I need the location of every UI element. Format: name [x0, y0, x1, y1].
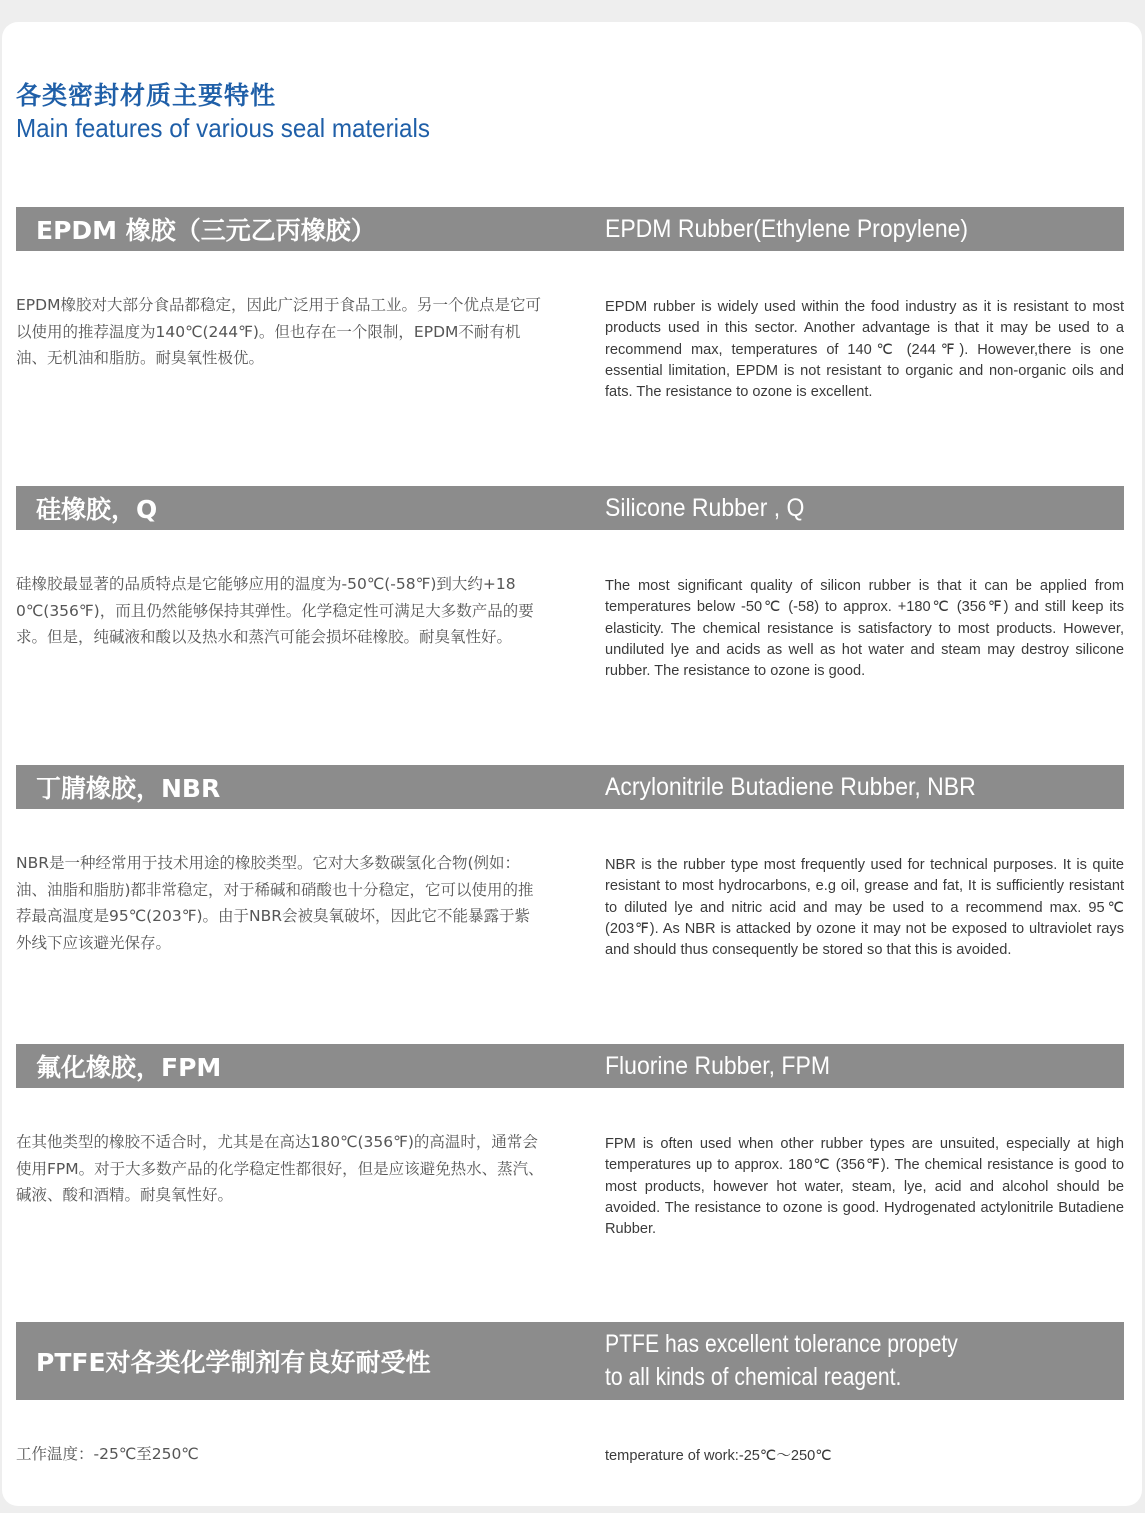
page-title-cn: 各类密封材质主要特性	[16, 81, 277, 110]
section-heading-cn: EPDM 橡胶（三元乙丙橡胶）	[36, 216, 376, 245]
section-heading-en	[605, 1322, 1022, 1400]
section-body-en: The most significant quality of silicon rubber is that it can be applied from temperatures below -50℃ (-58) to approx. +180℃ (356℉) and still keep its elasticity. The chemical resistance is satisfactory to most products. However, undiluted lye and acids as well as hot water and steam may destroy silicone rubber. The resistance to ozone is good.	[605, 578, 1124, 680]
section-heading-bar-nbr	[16, 765, 1124, 809]
section-heading-cn: 硅橡胶，Q	[36, 495, 158, 524]
section-heading-cn: 丁腈橡胶，NBR	[36, 774, 221, 803]
section-heading-bar-ptfe	[16, 1322, 1124, 1400]
section-heading-cn: 氟化橡胶，FPM	[36, 1053, 222, 1082]
section-body-cn: 工作温度：-25℃至250℃	[16, 1445, 199, 1463]
section-heading-bar-fpm	[16, 1044, 1124, 1088]
section-body-cn: 在其他类型的橡胶不适合时，尤其是在高达180℃(356℉)的高温时，通常会使用FPM。对于大多数产品的化学稳定性都很好，但是应该避免热水、蒸汽、碱液、酸和酒精。耐臭氧性好。	[16, 1133, 544, 1204]
section-body-en: NBR is the rubber type most frequently used for technical purposes. It is quite resistant to most hydrocarbons, e.g oil, grease and fat, It is sufficiently resistant to diluted lye and nitric acid and may be used to a recommend max. 95℃ (203℉). As NBR is attacked by ozone it may not be exposed to ultraviolet rays and should thus consequently be stored so that this is avoided.	[605, 857, 1124, 959]
page-title-en: Main features of various seal materials	[16, 113, 430, 143]
section-body-cn: NBR是一种经常用于技术用途的橡胶类型。它对大多数碳氢化合物(例如：油、油脂和脂肪)都非常稳定，对于稀碱和硝酸也十分稳定，它可以使用的推荐最高温度是95℃(203℉)。由于NBR会被臭氧破坏，因此它不能暴露于紫外线下应该避光保存。	[16, 854, 534, 952]
section-heading-cn: PTFE对各类化学制剂有良好耐受性	[36, 1348, 431, 1377]
section-heading-en-line1: PTFE has excellent tolerance propety	[605, 1330, 958, 1358]
section-heading-en: EPDM Rubber(Ethylene Propylene)	[605, 214, 969, 243]
section-body-en: temperature of work:-25℃～250℃	[605, 1448, 832, 1464]
section-body-en: EPDM rubber is widely used within the food industry as it is resistant to most products used in this sector. Another advantage is that it may be used to a recommend max, temperatures of 140℃ (244℉). However,there is one essential limitation, EPDM is not resistant to organic and non-organic oils and fats. The resistance to ozone is excellent.	[605, 299, 1124, 401]
section-heading-en: Acrylonitrile Butadiene Rubber, NBR	[605, 772, 976, 801]
section-body-en: FPM is often used when other rubber types are unsuited, especially at high temperatures up to approx. 180℃ (356℉). The chemical resistance is good to most products, however hot water, steam, lye, acid and alcohol should be avoided. The resistance to ozone is good. Hydrogenated actylonitrile Butadiene Rubber.	[605, 1136, 1124, 1238]
section-heading-en: Fluorine Rubber, FPM	[605, 1051, 830, 1080]
section-heading-en: Silicone Rubber , Q	[605, 493, 805, 522]
section-body-cn: EPDM橡胶对大部分食品都稳定，因此广泛用于食品工业。另一个优点是它可以使用的推荐温度为140℃(244℉)。但也存在一个限制，EPDM不耐有机油、无机油和脂肪。耐臭氧性极优。	[16, 296, 541, 367]
section-body-cn: 硅橡胶最显著的品质特点是它能够应用的温度为-50℃(-58℉)到大约+180℃(356℉)，而且仍然能够保持其弹性。化学稳定性可满足大多数产品的要求。但是，纯碱液和酸以及热水和蒸汽可能会损坏硅橡胶。耐臭氧性好。	[16, 575, 534, 646]
section-heading-bar-epdm	[16, 207, 1124, 251]
section-heading-bar-silicone	[16, 486, 1124, 530]
section-heading-en-line2: to all kinds of chemical reagent.	[605, 1363, 902, 1391]
